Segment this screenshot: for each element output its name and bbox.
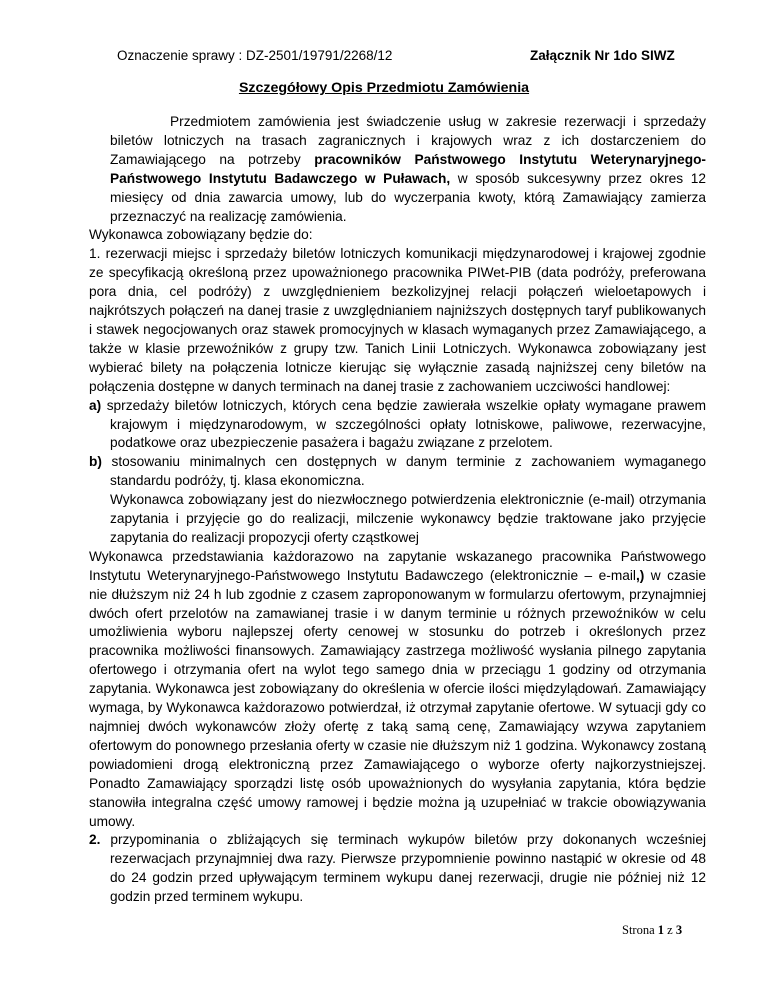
page-total: 3 — [675, 923, 683, 937]
item-2-paragraph — [89, 831, 706, 907]
page-current: 1 — [657, 923, 665, 937]
obligations-heading: Wykonawca zobowiązany będzie do: — [89, 227, 313, 243]
item-2-label: 2. — [89, 832, 101, 848]
page-title: Szczegółowy Opis Przedmiotu Zamówienia — [238, 80, 530, 96]
item-b-paragraph — [89, 453, 706, 491]
case-reference: Oznaczenie sprawy : DZ-2501/19791/2268/12 — [117, 48, 393, 63]
attachment-label: Załącznik Nr 1do SIWZ — [530, 48, 675, 63]
offers-bold: ,) — [635, 567, 645, 583]
page-number — [622, 923, 682, 938]
offers-text-1: Wykonawca przedstawiania każdorazowo na zapytanie wskazanego pracownika Państwowego Instytutu Weterynaryjnego-Państwowego Instytutu Badawczego (elektronicznie – e-mail — [89, 548, 706, 583]
intro-bold: pracowników Państwowego Instytutu Weterynaryjnego-Państwowego Instytutu Badawczego w Puławach, — [110, 151, 706, 186]
page-word: Strona — [622, 923, 658, 937]
intro-paragraph — [89, 113, 706, 226]
item-a-paragraph — [89, 397, 706, 454]
intro-text-2: w sposób sukcesywny przez okres 12 miesięcy od dnia zawarcia umowy, lub do wyczerpania kwoty, którą Zamawiający zamierza przeznaczyć na realizację zamówienia. — [110, 170, 706, 224]
item-a-text: sprzedaży biletów lotniczych, których cena będzie zawierała wszelkie opłaty wymagane prawem krajowym i międzynarodowym, w szczególności opłaty lotniskowe, paliwowe, rezerwacyjne, podatkowe oraz ubezpieczenie pasażera i bagażu związane z przelotem. — [101, 397, 706, 451]
item-1-paragraph: 1. rezerwacji miejsc i sprzedaży biletów lotniczych komunikacji międzynarodowej i krajowej zgodnie ze specyfikacją określoną przez upoważnionego pracownika PIWet-PIB (data podróży, preferowana pora dnia, cel podróży) z uwzględnieniem bezkolizyjnej relacji połączeń wieloetapowych i najkrótszych połączeń na danej trasie z uwzględnianiem najniższych dostępnych taryf publikowanych i stawek negocjowanych oraz stawek promocyjnych w klasach wymaganych przez Zamawiającego, a także w klasie przewoźników z grupy tzw. Tanich Linii Lotniczych. Wykonawca zobowiązany jest wybierać bilety na połączenia lotnicze kierując się wyłącznie zasadą najniższej ceny biletów na połączenia dostępne w danych terminach na danej trasie z zachowaniem uczciwości handlowej: — [89, 246, 706, 394]
item-2-text: przypominania o zbliżających się terminach wykupów biletów przy dokonanych wcześniej rezerwacjach przynajmniej dwa razy. Pierwsze przypomnienie powinno nastąpić w okresie od 48 do 24 godzin przed upływającym terminem wykupu danej rezerwacji, drugie nie później niż 12 godzin przed terminem wykupu. — [100, 832, 706, 905]
item-b-text: stosowaniu minimalnych cen dostępnych w danym terminie z zachowaniem wymaganego standardu podróży, tj. klasa ekonomiczna. — [101, 454, 706, 489]
of-word: z — [664, 923, 676, 937]
confirmation-paragraph: Wykonawca zobowiązany jest do niezwłocznego potwierdzenia elektronicznie (e-mail) otrzymania zapytania i przyjęcie go do realizacji, milczenie wykonawcy będzie traktowane jako przyjęcie zapytania do realizacji propozycji oferty cząstkowej — [110, 492, 706, 545]
offers-text-2: w czasie nie dłuższym niż 24 h lub zgodnie z czasem zaproponowanym w formularzu ofertowym, przynajmniej dwóch ofert przelotów na zamawianej trasie i w danym terminie u różnych przewoźników w celu umożliwienia wyboru najlepszej oferty cenowej w stosunku do potrzeb i określonych przez pracownika możliwości finansowych. Zamawiający zastrzega możliwość wysłania pilnego zapytania ofertowego i otrzymania ofert na wylot tego samego dnia w przeciągu 1 godziny od otrzymania zapytania. Wykonawca jest zobowiązany do określenia w ofercie ilości międzylądowań. Zamawiający wymaga, by Wykonawca każdorazowo potwierdzał, iż otrzymał zapytanie ofertowe. W sytuacji gdy co najmniej dwóch wykonawców złoży ofertę z taką samą cenę, Zamawiający wzywa zapytaniem ofertowym do ponownego przesłania oferty w czasie nie dłuższym niż 1 godzina. Wykonawcy zostaną powiadomieni drogą elektroniczną przez Zamawiającego o wyborze oferty najkorzystniejszej. Ponadto Zamawiający sporządzi listę osób upoważnionych do wysyłania zapytania, która będzie stanowiła integralna część umowy ramowej i będzie można ją uzupełniać w trakcie obowiązywania umowy. — [89, 567, 706, 829]
item-b-label: b) — [89, 454, 102, 470]
item-a-label: a) — [89, 397, 102, 413]
offers-paragraph — [89, 548, 706, 832]
document-body — [89, 113, 706, 907]
intro-text-1: Przedmiotem zamówienia jest świadczenie usług w zakresie rezerwacji i sprzedaży biletów lotniczych na trasach zagranicznych i krajowych wraz z ich dostarczeniem do Zamawiającego na potrzeby — [110, 114, 706, 167]
